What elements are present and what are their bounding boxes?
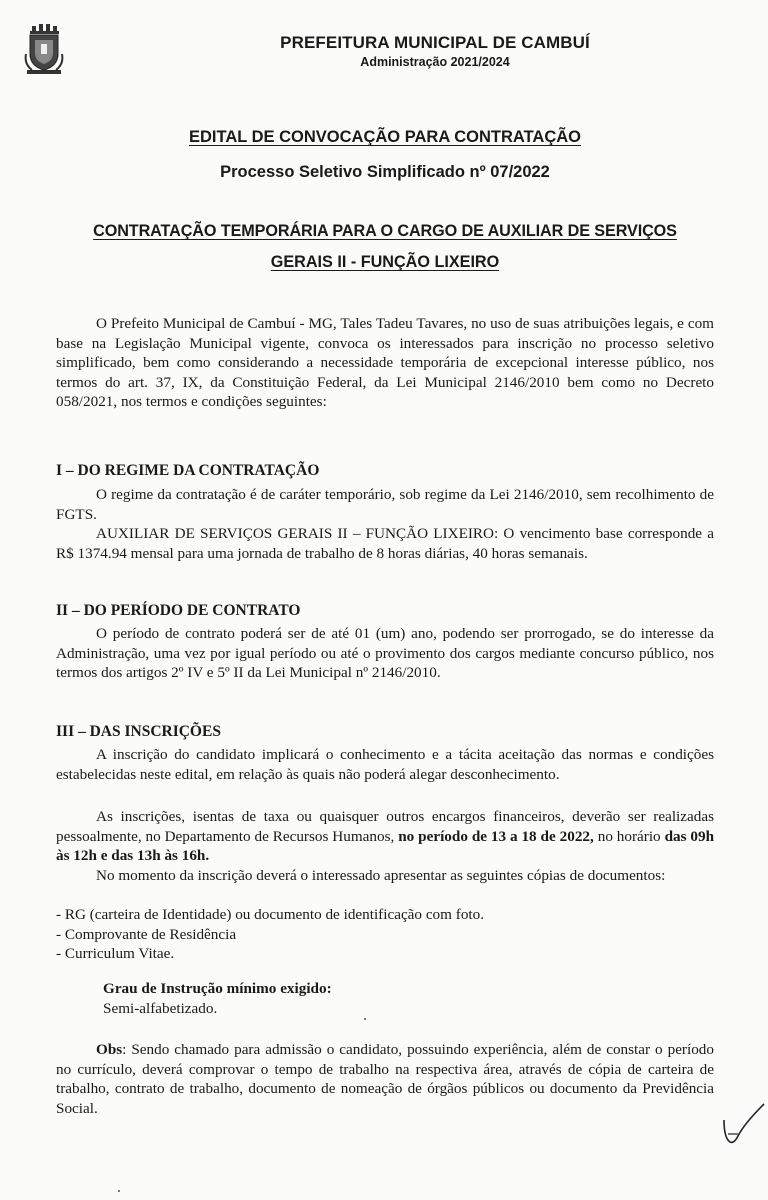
obs-label: Obs <box>96 1041 123 1058</box>
section-3-paragraph-3: No momento da inscrição deverá o interessado apresentar as seguintes cópias de documentos: <box>96 867 666 884</box>
scan-speck <box>364 1018 366 1020</box>
document-list-item: - Curriculum Vitae. <box>56 945 175 962</box>
contratacao-title-line1: CONTRATAÇÃO TEMPORÁRIA PARA O CARGO DE AUXILIAR DE SERVIÇOS <box>93 222 677 240</box>
section-2-paragraph-1: O período de contrato poderá ser de até 01 (um) ano, podendo ser prorrogado, se do interesse da Administração, uma vez por igual período ou até o provimento dos cargos mediante concurso público, nos termos dos artigos 2º IV e 5º II da Lei Municipal nº 2146/2010. <box>56 625 714 681</box>
document-list-item: - RG (carteira de Identidade) ou documento de identificação com foto. <box>56 906 485 923</box>
document-list-item: - Comprovante de Residência <box>56 926 237 943</box>
section-2-heading: II – DO PERÍODO DE CONTRATO <box>56 602 301 619</box>
section-1-paragraph-1: O regime da contratação é de caráter temporário, sob regime da Lei 2146/2010, sem recolhimento de FGTS. <box>56 486 714 523</box>
inscricoes-hours: das 09h às 12h e das 13h às 16h. <box>56 827 715 864</box>
inscricoes-period: no período de 13 a 18 de 2022, <box>398 827 594 845</box>
grau-instrucao-heading: Grau de Instrução mínimo exigido: <box>103 980 332 997</box>
signature-mark-icon <box>718 1100 768 1150</box>
inscricoes-hours-label: no horário <box>597 827 661 845</box>
obs-paragraph <box>56 1040 714 1118</box>
grau-instrucao-value: Semi-alfabetizado. <box>103 1000 218 1017</box>
inscricoes-text: As inscrições, isentas de taxa ou quaisquer outros encargos financeiros, deverão ser realizadas pessoalmente, no Departamento de Recursos Humanos, <box>56 808 714 845</box>
section-3-heading: III – DAS INSCRIÇÕES <box>56 723 221 740</box>
header-title: PREFEITURA MUNICIPAL DE CAMBUÍ <box>280 33 590 52</box>
section-3-paragraph-2 <box>56 807 714 866</box>
header-subtitle: Administração 2021/2024 <box>360 55 510 69</box>
processo-title: Processo Seletivo Simplificado nº 07/2022 <box>220 163 550 181</box>
intro-paragraph: O Prefeito Municipal de Cambuí - MG, Tales Tadeu Tavares, no uso de suas atribuições legais, e com base na Legislação Municipal vigente, convoca os interessados para inscrição no processo seletivo simplificado, bem como considerando a necessidade temporária de excepcional interesse público, nos termos do art. 37, IX, da Constituição Federal, da Lei Municipal 2146/2010 bem como no Decreto 058/2021, nos termos e condições seguintes: <box>56 315 714 410</box>
section-1-paragraph-2: AUXILIAR DE SERVIÇOS GERAIS II – FUNÇÃO LIXEIRO: O vencimento base corresponde a R$ 1374.94 mensal para uma jornada de trabalho de 8 horas diárias, 40 horas semanais. <box>56 525 714 562</box>
edital-title: EDITAL DE CONVOCAÇÃO PARA CONTRATAÇÃO <box>188 128 582 146</box>
section-1-heading: I – DO REGIME DA CONTRATAÇÃO <box>56 462 320 479</box>
contratacao-title-line2: GERAIS II - FUNÇÃO LIXEIRO <box>270 253 500 271</box>
scan-speck <box>118 1190 120 1192</box>
section-3-paragraph-1: A inscrição do candidato implicará o conhecimento e a tácita aceitação das normas e condições estabelecidas neste edital, em relação às quais não poderá alegar desconhecimento. <box>56 746 714 783</box>
obs-text: : Sendo chamado para admissão o candidato, possuindo experiência, além de constar o período no currículo, deverá comprovar o tempo de trabalho na respectiva área, através de cópia de carteira de trabalho, contrato de trabalho, documento de nomeação de órgãos públicos ou documento da Previdência Social. <box>56 1041 714 1117</box>
municipal-coat-of-arms-icon <box>24 24 64 76</box>
